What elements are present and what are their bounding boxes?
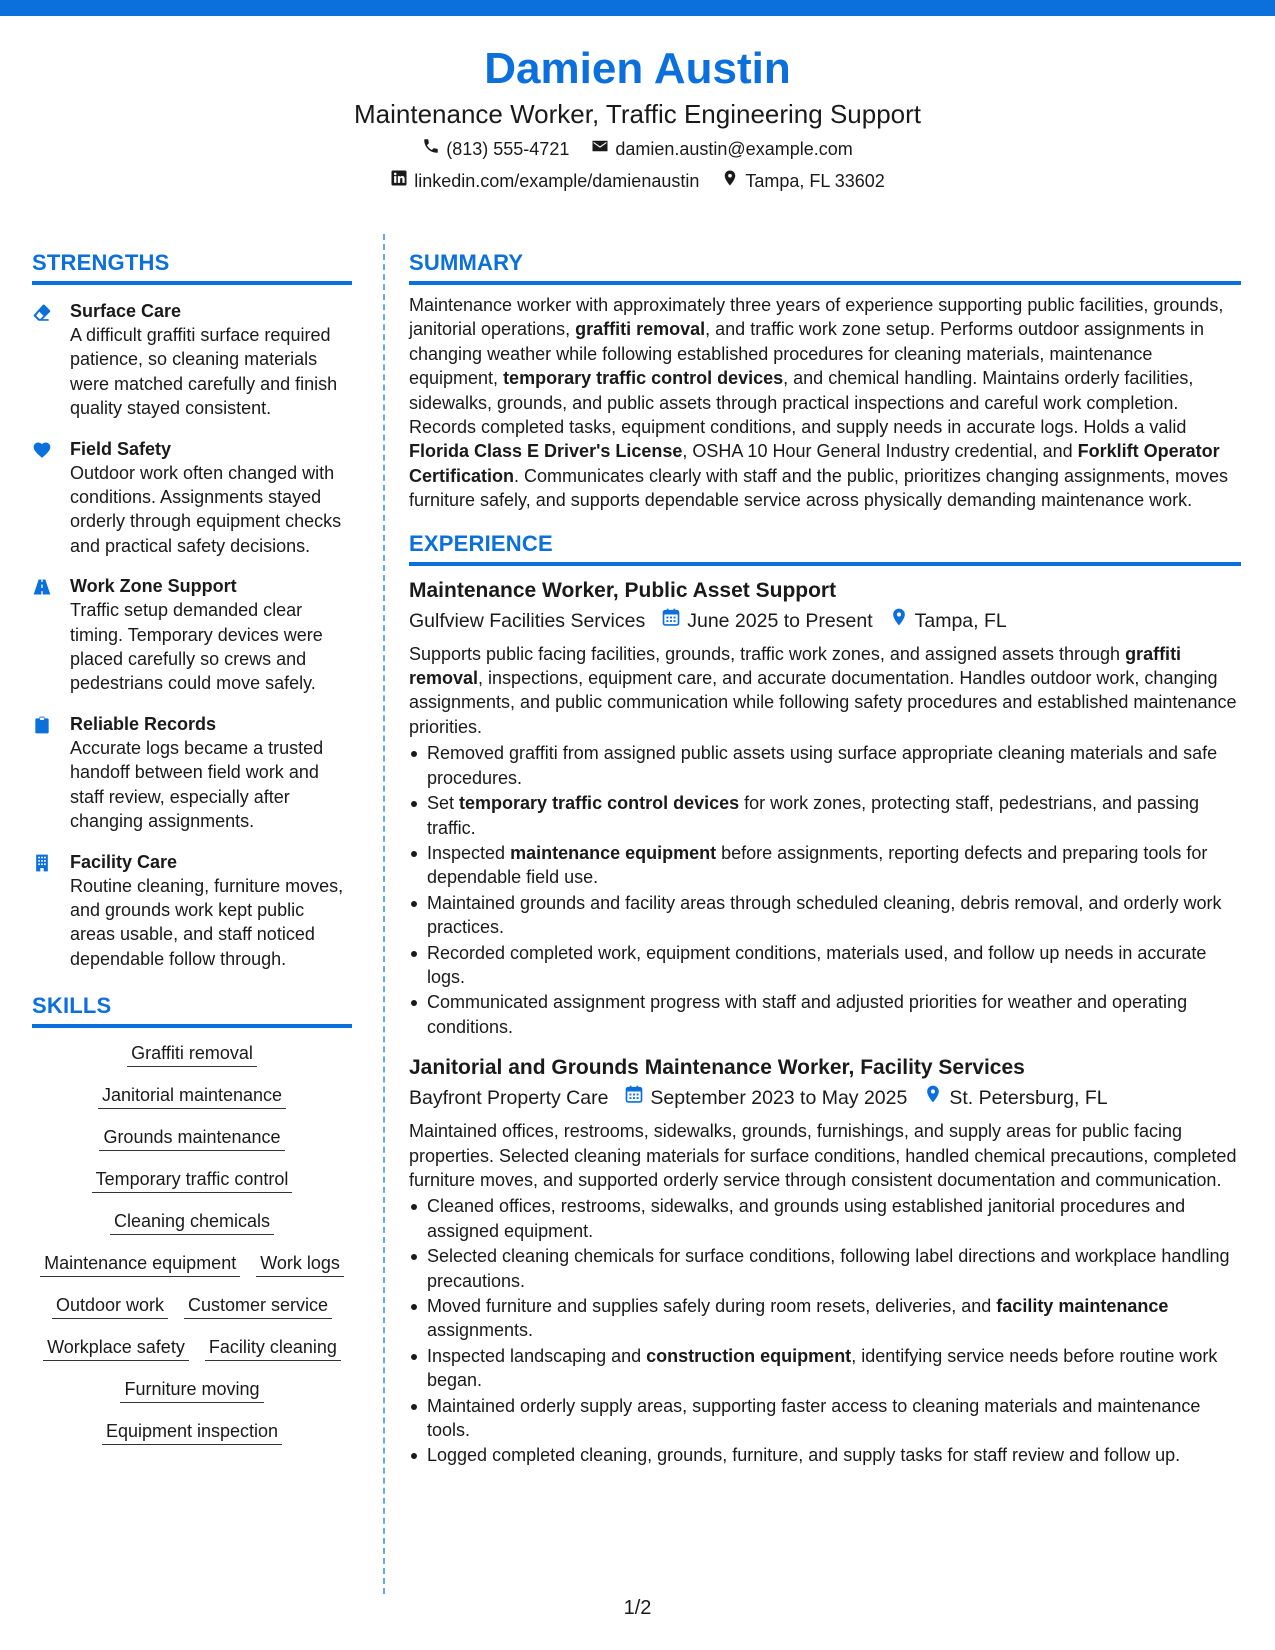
company-name: Bayfront Property Care — [409, 1087, 609, 1110]
strengths-list — [32, 299, 352, 971]
column-divider — [383, 234, 385, 1594]
email-text[interactable]: damien.austin@example.com — [615, 139, 853, 159]
strength-item — [32, 574, 352, 696]
skill-row — [32, 1418, 352, 1445]
strength-item — [32, 437, 352, 559]
linkedin-icon — [390, 166, 408, 196]
job-meta — [409, 1083, 1241, 1113]
bullet-item: Logged completed cleaning, grounds, furniture, and supply tasks for staff review and follow up. — [409, 1443, 1241, 1467]
candidate-name: Damien Austin — [484, 44, 791, 93]
bullet-item: Communicated assignment progress with staff and adjusted priorities for weather and operating conditions. — [409, 990, 1241, 1039]
skill-row — [32, 1124, 352, 1151]
job-title: Maintenance Worker, Public Asset Support — [409, 578, 837, 602]
job-description: Maintained offices, restrooms, sidewalks, grounds, furnishings, and supply areas for public facing properties. Selected cleaning materials for surface conditions, handled chemical precautions, completed furniture moves, and supported orderly service through consistent documentation and communication. — [409, 1121, 1237, 1190]
road-icon — [32, 584, 52, 601]
page-number: 1/2 — [623, 1597, 652, 1619]
strength-desc: Routine cleaning, furniture moves, and grounds work kept public areas usable, and staff noticed dependable follow through. — [70, 875, 344, 969]
bullet-item: Set temporary traffic control devices for work zones, protecting staff, pedestrians, and passing traffic. — [409, 791, 1241, 840]
bold-keyword: facility maintenance — [996, 1296, 1169, 1316]
company — [409, 1083, 608, 1113]
strength-item — [32, 850, 352, 972]
skill-tag: Furniture moving — [120, 1376, 263, 1403]
job-entry — [409, 576, 1241, 1040]
skill-tag: Work logs — [256, 1250, 344, 1277]
bullet-item: Removed graffiti from assigned public assets using surface appropriate cleaning materials and safe procedures. — [409, 741, 1241, 790]
contact-row-1 — [0, 134, 1275, 164]
heart-icon — [32, 447, 52, 464]
strength-desc: Accurate logs became a trusted handoff between field work and staff review, especially after changing assignments. — [70, 737, 324, 832]
linkedin-item[interactable] — [390, 166, 699, 196]
job-dates — [624, 1083, 907, 1113]
bold-keyword: temporary traffic control devices — [503, 368, 784, 389]
strength-title: Reliable Records — [70, 713, 217, 734]
contact-row-2 — [0, 166, 1275, 196]
bullet-item: Cleaned offices, restrooms, sidewalks, and grounds using established janitorial procedures and assigned equipment. — [409, 1194, 1241, 1243]
skill-row — [32, 1292, 352, 1319]
bold-keyword: construction equipment — [646, 1345, 852, 1366]
skill-tag: Janitorial maintenance — [98, 1082, 286, 1109]
bullet-item: Inspected maintenance equipment before assignments, reporting defects and preparing tools for dependable field use. — [409, 841, 1241, 890]
location-item — [721, 166, 884, 196]
linkedin-text[interactable]: linkedin.com/example/damienaustin — [414, 171, 700, 191]
job-bullets — [409, 741, 1241, 1039]
strength-desc: A difficult graffiti surface required patience, so cleaning materials were matched carefully and finish quality stayed consistent. — [70, 325, 338, 419]
skill-row — [32, 1082, 352, 1109]
skill-tag: Grounds maintenance — [99, 1124, 284, 1151]
bullet-item: Moved furniture and supplies safely during room resets, deliveries, and facility maintenance assignments. — [409, 1294, 1241, 1343]
map-pin-icon — [721, 166, 739, 196]
bold-keyword: maintenance equipment — [510, 842, 717, 863]
job-meta — [409, 606, 1241, 636]
skill-row — [32, 1376, 352, 1403]
skill-tag: Workplace safety — [43, 1334, 189, 1361]
dates-text: September 2023 to May 2025 — [650, 1087, 908, 1110]
job-entry — [409, 1053, 1241, 1468]
resume-header — [0, 42, 1275, 196]
bullet-item: Inspected landscaping and construction equipment, identifying service needs before routine work began. — [409, 1344, 1241, 1393]
bullet-item: Selected cleaning chemicals for surface conditions, following label directions and workplace handling precautions. — [409, 1244, 1241, 1293]
location-text: St. Petersburg, FL — [949, 1087, 1108, 1110]
company — [409, 606, 645, 636]
bold-keyword: graffiti removal — [575, 319, 706, 340]
skill-tag: Equipment inspection — [102, 1418, 282, 1445]
location-text: Tampa, FL 33602 — [745, 171, 885, 191]
location-text: Tampa, FL — [914, 609, 1007, 632]
job-bullets — [409, 1194, 1241, 1467]
phone-text: (813) 555-4721 — [446, 139, 570, 159]
skill-tag: Customer service — [184, 1292, 332, 1319]
strength-title: Surface Care — [70, 301, 182, 321]
summary-text: Maintenance worker with approximately three years of experience supporting public facilities, grounds, janitorial operations, graffiti removal, and traffic work zone setup. Performs outdoor assignments in changing weather while following established procedures for cleaning materials, maintenance equipment, temporary traffic control devices, and chemical handling. Maintains orderly facilities, sidewalks, grounds, and public assets through practical inspections and careful work completion. Records completed tasks, equipment conditions, and supply needs in accurate logs. Holds a valid Florida Class E Driver's License, OSHA 10 Hour General Industry credential, and Forklift Operator Certification. Communicates clearly with staff and the public, prioritizes changing assignments, moves furniture safely, and supports dependable service across physically demanding maintenance work. — [409, 295, 1229, 511]
experience-heading: EXPERIENCE — [409, 529, 1241, 566]
skill-row — [32, 1040, 352, 1067]
summary-heading: SUMMARY — [409, 248, 1241, 285]
email-item[interactable] — [591, 134, 852, 164]
strength-desc: Traffic setup demanded clear timing. Temporary devices were placed carefully so crews and pedestrians could move safely. — [70, 600, 323, 694]
phone-item — [422, 134, 569, 164]
bold-keyword: temporary traffic control devices — [459, 793, 740, 814]
job-description: Supports public facing facilities, grounds, traffic work zones, and assigned assets through graffiti removal, inspections, equipment care, and accurate documentation. Handles outdoor work, changing assignments, and public communication while following safety procedures and established maintenance priorities. — [409, 643, 1237, 737]
calendar-icon — [661, 606, 681, 636]
skill-tag: Graffiti removal — [127, 1040, 257, 1067]
strength-title: Work Zone Support — [70, 576, 237, 597]
job-dates — [661, 606, 872, 636]
right-column — [409, 248, 1241, 1469]
skill-row — [32, 1250, 352, 1277]
calendar-icon — [624, 1083, 644, 1113]
bold-keyword: Forklift Operator Certification — [409, 441, 1220, 486]
skills-heading: SKILLS — [32, 991, 352, 1028]
job-location — [889, 606, 1007, 636]
skill-tag: Maintenance equipment — [40, 1250, 240, 1277]
job-location — [923, 1083, 1107, 1113]
bold-keyword: graffiti removal — [409, 643, 1182, 689]
top-accent-bar — [0, 0, 1275, 16]
strength-title: Facility Care — [70, 851, 178, 872]
skill-row — [32, 1208, 352, 1235]
envelope-icon — [591, 134, 609, 164]
eraser-icon — [32, 309, 52, 326]
map-pin-icon — [923, 1083, 943, 1113]
bullet-item: Maintained grounds and facility areas through scheduled cleaning, debris removal, and orderly work practices. — [409, 891, 1241, 940]
job-title: Janitorial and Grounds Maintenance Worker, Facility Services — [409, 1056, 1025, 1080]
strength-title: Field Safety — [70, 438, 172, 459]
skills-list — [32, 1040, 352, 1445]
dates-text: June 2025 to Present — [687, 609, 873, 632]
clipboard-icon — [32, 722, 52, 739]
skill-tag: Outdoor work — [52, 1292, 168, 1319]
bullet-item: Maintained orderly supply areas, supporting faster access to cleaning materials and maintenance tools. — [409, 1394, 1241, 1443]
strength-item — [32, 712, 352, 834]
bullet-item: Recorded completed work, equipment conditions, materials used, and follow up needs in accurate logs. — [409, 941, 1241, 990]
building-icon — [32, 860, 52, 877]
skill-row — [32, 1166, 352, 1193]
bold-keyword: Florida Class E Driver's License — [409, 441, 683, 462]
company-name: Gulfview Facilities Services — [409, 609, 646, 632]
skill-tag: Facility cleaning — [205, 1334, 341, 1361]
strength-desc: Outdoor work often changed with conditions. Assignments stayed orderly through equipment checks and practical safety decisions. — [70, 462, 342, 556]
phone-icon — [422, 134, 440, 164]
strengths-heading: STRENGTHS — [32, 248, 352, 285]
skill-tag: Temporary traffic control — [92, 1166, 293, 1193]
skill-tag: Cleaning chemicals — [110, 1208, 274, 1235]
candidate-title: Maintenance Worker, Traffic Engineering Support — [353, 99, 922, 129]
map-pin-icon — [889, 606, 909, 636]
left-column — [32, 248, 352, 1460]
strength-item — [32, 299, 352, 421]
skill-row — [32, 1334, 352, 1361]
